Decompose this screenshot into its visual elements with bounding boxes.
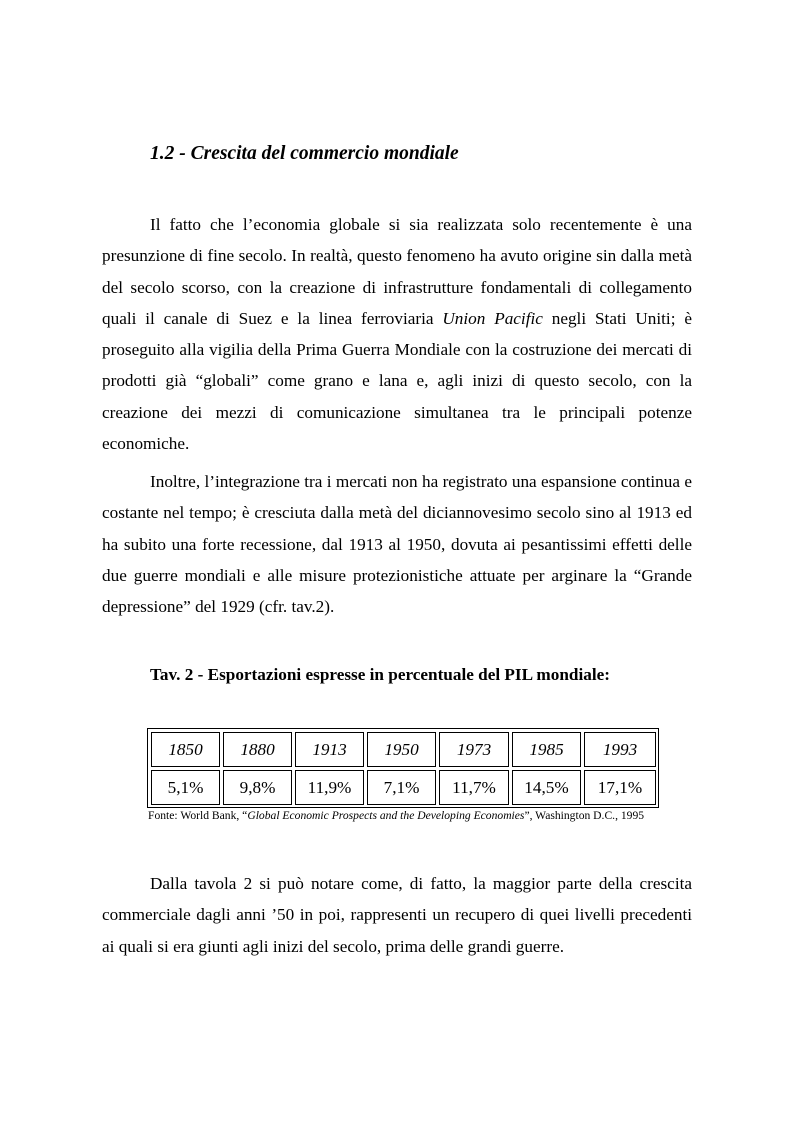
paragraph-1-italic: Union Pacific	[442, 308, 543, 328]
table-value-cell: 9,8%	[223, 770, 292, 805]
table-year-cell: 1850	[151, 732, 220, 767]
table-value-cell: 11,7%	[439, 770, 509, 805]
table-year-cell: 1950	[367, 732, 436, 767]
paragraph-1-text-a: Il fatto che l’economia globale si sia realizzata solo recentemente è una presunzione di fine secolo. In realtà, questo fenomeno ha avuto origine sin dalla metà del secolo scorso, con la creazione di infrastrutture fondamentali di collegamento quali il canale di Suez e la linea ferroviaria	[102, 215, 692, 328]
section-title: 1.2 - Crescita del commercio mondiale	[150, 143, 459, 164]
source-italic: Global Economic Prospects and the Developing Economies	[247, 809, 525, 822]
table-title: Tav. 2 - Esportazioni espresse in percentuale del PIL mondiale:	[150, 665, 610, 684]
source-suffix: ”, Washington D.C., 1995	[524, 809, 645, 822]
table-year-cell: 1993	[584, 732, 656, 767]
paragraph-1	[102, 209, 692, 459]
table-year-cell: 1985	[512, 732, 581, 767]
table-value-cell: 7,1%	[367, 770, 436, 805]
paragraph-2: Inoltre, l’integrazione tra i mercati non ha registrato una espansione continua e costante nel tempo; è cresciuta dalla metà del diciannovesimo secolo sino al 1913 ed ha subito una forte recessione, dal 1913 al 1950, dovuta ai pesantissimi effetti delle due guerre mondiali e alle misure protezionistiche attuate per arginare la “Grande depressione” del 1929 (cfr. tav.2).	[102, 472, 692, 617]
source-prefix: Fonte: World Bank, “	[148, 809, 248, 822]
table-value-cell: 5,1%	[151, 770, 220, 805]
paragraph-3: Dalla tavola 2 si può notare come, di fatto, la maggior parte della crescita commerciale dagli anni ’50 in poi, rappresenti un recupero di quei livelli precedenti ai quali si era giunti agli inizi del secolo, prima delle grandi guerre.	[102, 874, 692, 956]
table-value-cell: 17,1%	[584, 770, 656, 805]
table-year-cell: 1880	[223, 732, 292, 767]
paragraph-1-text-b: negli Stati Uniti; è proseguito alla vigilia della Prima Guerra Mondiale con la costruzione dei mercati di prodotti già “globali” come grano e lana e, agli inizi di questo secolo, con la creazione dei mezzi di comunicazione simultanea tra le principali potenze economiche.	[102, 308, 692, 454]
table-value-cell: 11,9%	[295, 770, 364, 805]
table-year-cell: 1913	[295, 732, 364, 767]
table-value-cell: 14,5%	[512, 770, 581, 805]
exports-table	[147, 728, 659, 808]
table-source-note	[148, 808, 692, 824]
table-year-cell: 1973	[439, 732, 509, 767]
